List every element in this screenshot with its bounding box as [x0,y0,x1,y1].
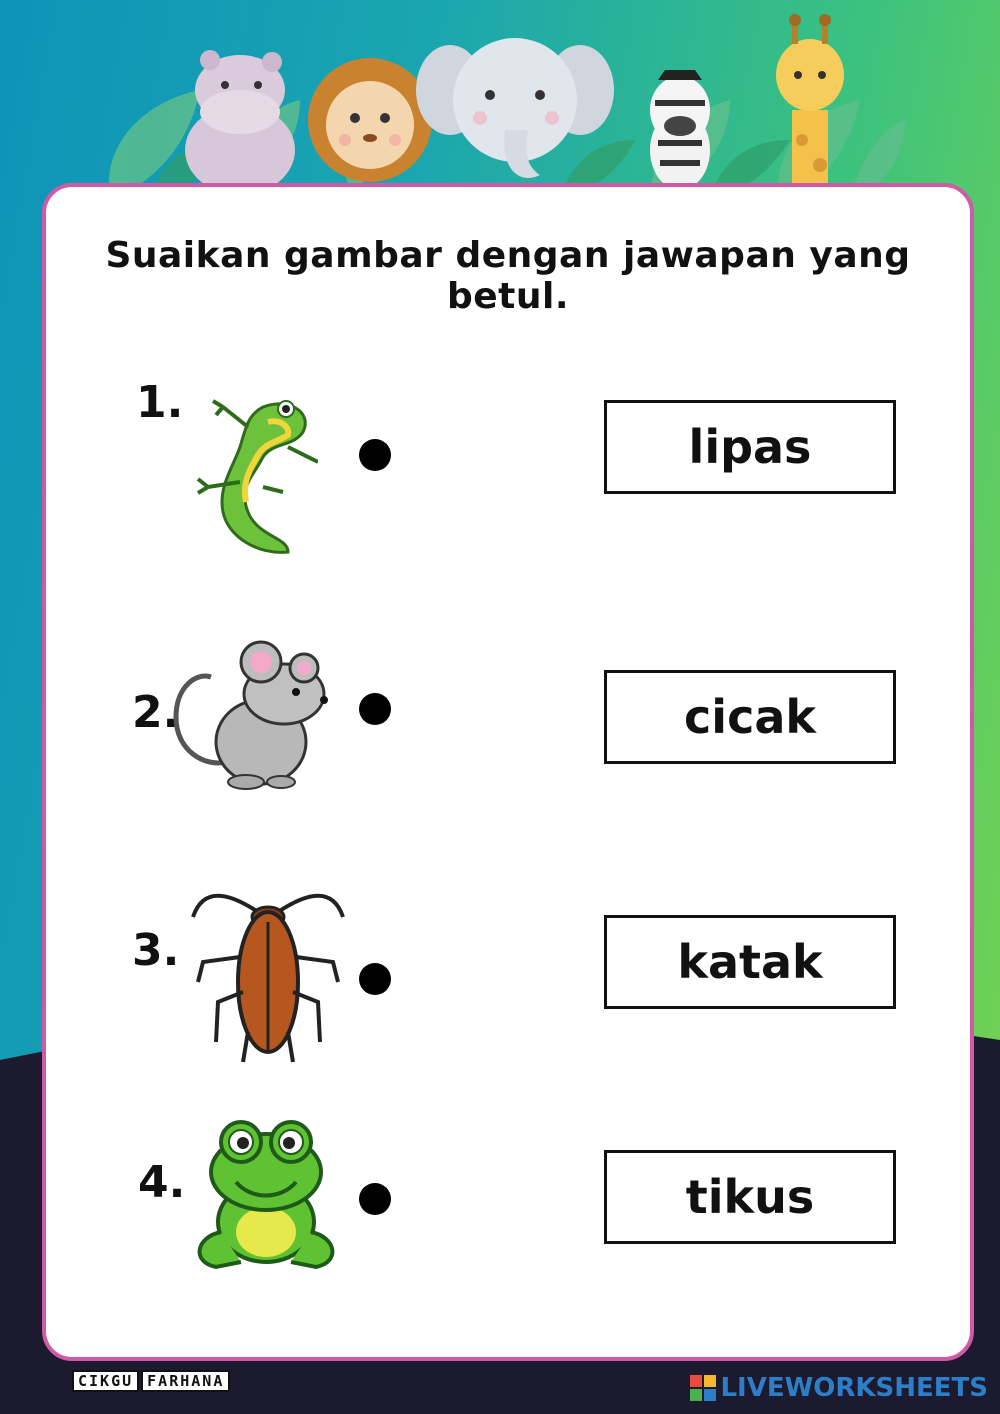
zebra-icon [650,70,710,190]
item-number: 1. [136,377,184,428]
brand-right: FARHANA [141,1370,230,1392]
liveworksheets-logo[interactable] [690,1373,988,1403]
hippo-icon [185,50,295,190]
match-dot[interactable] [359,963,391,995]
liveworksheets-logo-icon [690,1375,716,1401]
animals-decoration [180,0,860,190]
instruction-text: Suaikan gambar dengan jawapan yang betul. [105,235,911,317]
mouse-icon[interactable] [166,632,336,792]
answer-box-katak[interactable]: katak [604,915,896,1009]
cockroach-icon[interactable] [188,882,348,1067]
giraffe-icon [776,14,844,190]
brand-left: CIKGU [72,1370,139,1392]
match-dot[interactable] [359,1183,391,1215]
item-number: 2. [132,687,180,738]
gecko-icon[interactable] [178,387,318,557]
match-dot[interactable] [359,693,391,725]
match-dot[interactable] [359,439,391,471]
item-number: 4. [138,1157,186,1208]
answer-box-cicak[interactable]: cicak [604,670,896,764]
author-brand [72,1370,230,1392]
answer-box-lipas[interactable]: lipas [604,400,896,494]
lion-icon [308,58,432,182]
elephant-icon [416,38,614,178]
worksheet-card [42,183,974,1361]
answer-box-tikus[interactable]: tikus [604,1150,896,1244]
frog-icon[interactable] [186,1112,346,1277]
liveworksheets-text: LIVEWORKSHEETS [720,1373,988,1403]
item-number: 3. [132,925,180,976]
